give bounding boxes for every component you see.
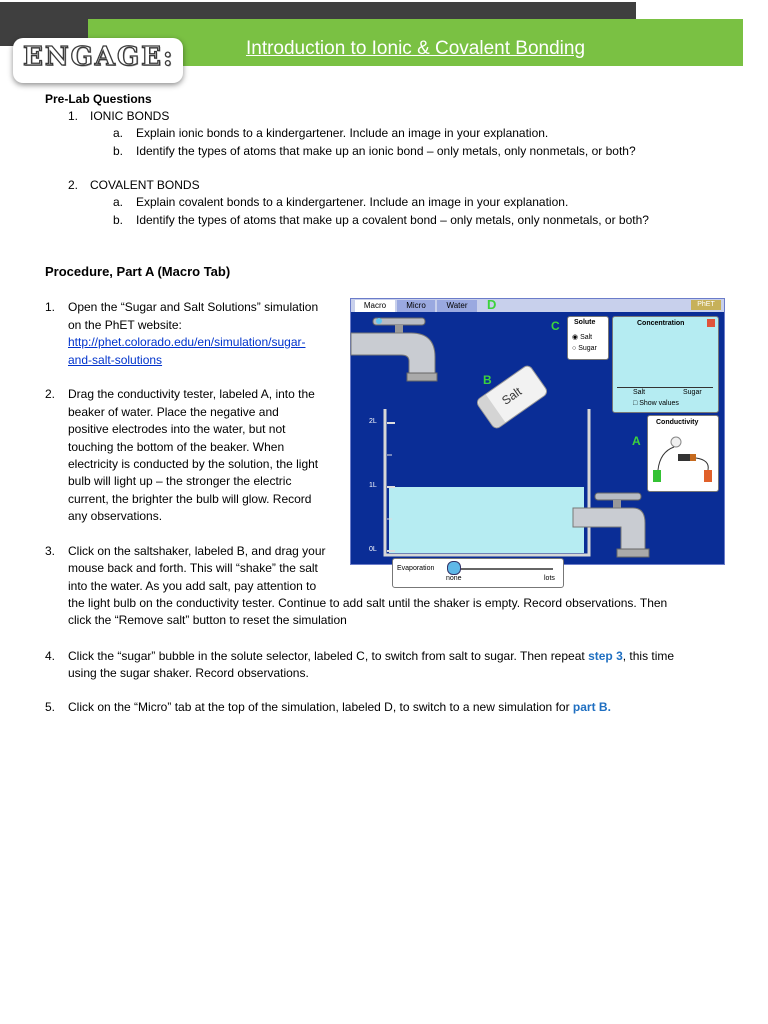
beaker-tick-0l: 0L — [369, 546, 377, 553]
step2-line: current, the brighter the bulb will glow. Record — [68, 492, 312, 506]
engage-logo-text: ENGAGE: — [23, 42, 175, 72]
step4-text: Click the “sugar” bubble in the solute selector, labeled C, to switch from salt to sugar. Then repeat — [68, 649, 589, 663]
sugar-option-label: Sugar — [578, 345, 597, 352]
concentration-title: Concentration — [637, 320, 685, 327]
solute-option-salt[interactable]: ◉ Salt — [572, 334, 593, 341]
q1-label: IONIC BONDS — [90, 109, 170, 123]
part-b-reference: part B. — [572, 700, 611, 714]
label-a: A — [632, 434, 641, 448]
evaporation-slider-track[interactable] — [453, 568, 553, 570]
step2-line: electricity is conducted by the solution, the light — [68, 457, 319, 471]
concentration-panel — [612, 316, 719, 413]
phet-simulation-image — [350, 297, 725, 582]
step3-line: click the “Remove salt” button to reset the simulation — [68, 613, 347, 627]
evaporation-max-label: lots — [544, 575, 555, 582]
close-icon[interactable] — [707, 319, 715, 327]
tab-macro[interactable]: Macro — [355, 300, 395, 312]
beaker-tick-2l: 2L — [369, 418, 377, 425]
q2-label: COVALENT BONDS — [90, 178, 200, 192]
prelab-heading: Pre-Lab Questions — [45, 92, 152, 106]
solute-title: Solute — [574, 319, 596, 326]
step4-text-end: , this time — [622, 649, 675, 663]
page-title: Introduction to Ionic & Covalent Bonding — [245, 38, 586, 59]
engage-logo — [13, 38, 183, 83]
tab-micro[interactable]: Micro — [397, 300, 435, 312]
conductivity-panel — [647, 415, 719, 492]
show-values-checkbox[interactable]: □ Show values — [633, 400, 679, 407]
solute-panel — [567, 316, 609, 360]
q1b-marker: b. — [113, 144, 124, 158]
beaker — [365, 409, 595, 559]
step3-line: into the water. As you add salt, pay attention to — [68, 579, 317, 593]
q1b-text: Identify the types of atoms that make up an ionic bond – only metals, only nonmetals, or both? — [136, 144, 636, 158]
beaker-tick-1l: 1L — [369, 482, 377, 489]
top-faucet-icon[interactable] — [351, 313, 446, 385]
q2b-text: Identify the types of atoms that make up a covalent bond – only metals, only nonmetals, or both? — [136, 213, 649, 227]
step1-line: Open the “Sugar and Salt Solutions” simulation — [68, 300, 319, 314]
step1-line: on the PhET website: — [68, 318, 182, 332]
q2a-text: Explain covalent bonds to a kindergartener. Include an image in your explanation. — [136, 195, 569, 209]
step2-line: touching the bottom of the beaker. When — [68, 440, 285, 454]
phet-link-continued[interactable]: and-salt-solutions — [68, 353, 163, 367]
solute-option-sugar[interactable]: ○ Sugar — [572, 345, 597, 352]
step4-number: 4. — [45, 649, 56, 663]
label-c: C — [551, 319, 560, 333]
evaporation-panel — [392, 558, 564, 588]
step3-line: the light bulb on the conductivity tester. Continue to add salt until the shaker is empty. Record observations. Then — [68, 596, 668, 610]
q1-number: 1. — [68, 109, 79, 123]
salt-option-label: Salt — [580, 334, 593, 341]
step4-line — [68, 648, 674, 665]
title-banner — [88, 19, 743, 66]
step2-line: positive electrodes into the water, but not — [68, 422, 286, 436]
procedure-heading: Procedure, Part A (Macro Tab) — [45, 264, 231, 279]
step3-line: Click on the saltshaker, labeled B, and drag your — [68, 544, 326, 558]
step5-number: 5. — [45, 700, 56, 714]
evaporation-label: Evaporation — [397, 565, 435, 572]
step3-line: mouse back and forth. This will “shake” the salt — [68, 561, 318, 575]
step2-line: any observations. — [68, 509, 163, 523]
q2b-marker: b. — [113, 213, 124, 227]
phet-link[interactable]: http://phet.colorado.edu/en/simulation/sugar- — [68, 335, 306, 349]
phet-logo: PhET — [691, 300, 721, 310]
q2a-marker: a. — [113, 195, 124, 209]
label-d: D — [487, 297, 497, 312]
step2-line: beaker of water. Place the negative and — [68, 405, 279, 419]
show-values-label: Show values — [639, 400, 679, 407]
label-b: B — [483, 373, 492, 387]
step3-number: 3. — [45, 544, 56, 558]
conductivity-title: Conductivity — [656, 419, 699, 426]
step2-line: bulb will light up – the stronger the electric — [68, 474, 292, 488]
step2-number: 2. — [45, 387, 56, 401]
step1-number: 1. — [45, 300, 56, 314]
q1a-marker: a. — [113, 126, 124, 140]
tab-water[interactable]: Water — [437, 300, 477, 312]
step3-reference: step 3 — [588, 649, 623, 663]
salt-bar-label: Salt — [633, 389, 646, 396]
step5-text: Click on the “Micro” tab at the top of the simulation, labeled D, to switch to a new simulation for — [68, 700, 573, 714]
evaporation-min-label: none — [446, 575, 462, 582]
step5-line — [68, 699, 611, 716]
concentration-baseline — [617, 387, 713, 388]
drain-faucet-icon[interactable] — [573, 493, 673, 563]
conductivity-tester-icon[interactable] — [650, 430, 716, 488]
step2-line: Drag the conductivity tester, labeled A, into the — [68, 387, 315, 401]
evaporation-slider-thumb[interactable] — [447, 561, 461, 575]
sugar-bar-label: Sugar — [683, 389, 702, 396]
q1a-text: Explain ionic bonds to a kindergartener. Include an image in your explanation. — [136, 126, 549, 140]
shaker-label: Salt — [499, 384, 525, 408]
step4-line: using the sugar shaker. Record observations. — [68, 666, 309, 680]
q2-number: 2. — [68, 178, 79, 192]
